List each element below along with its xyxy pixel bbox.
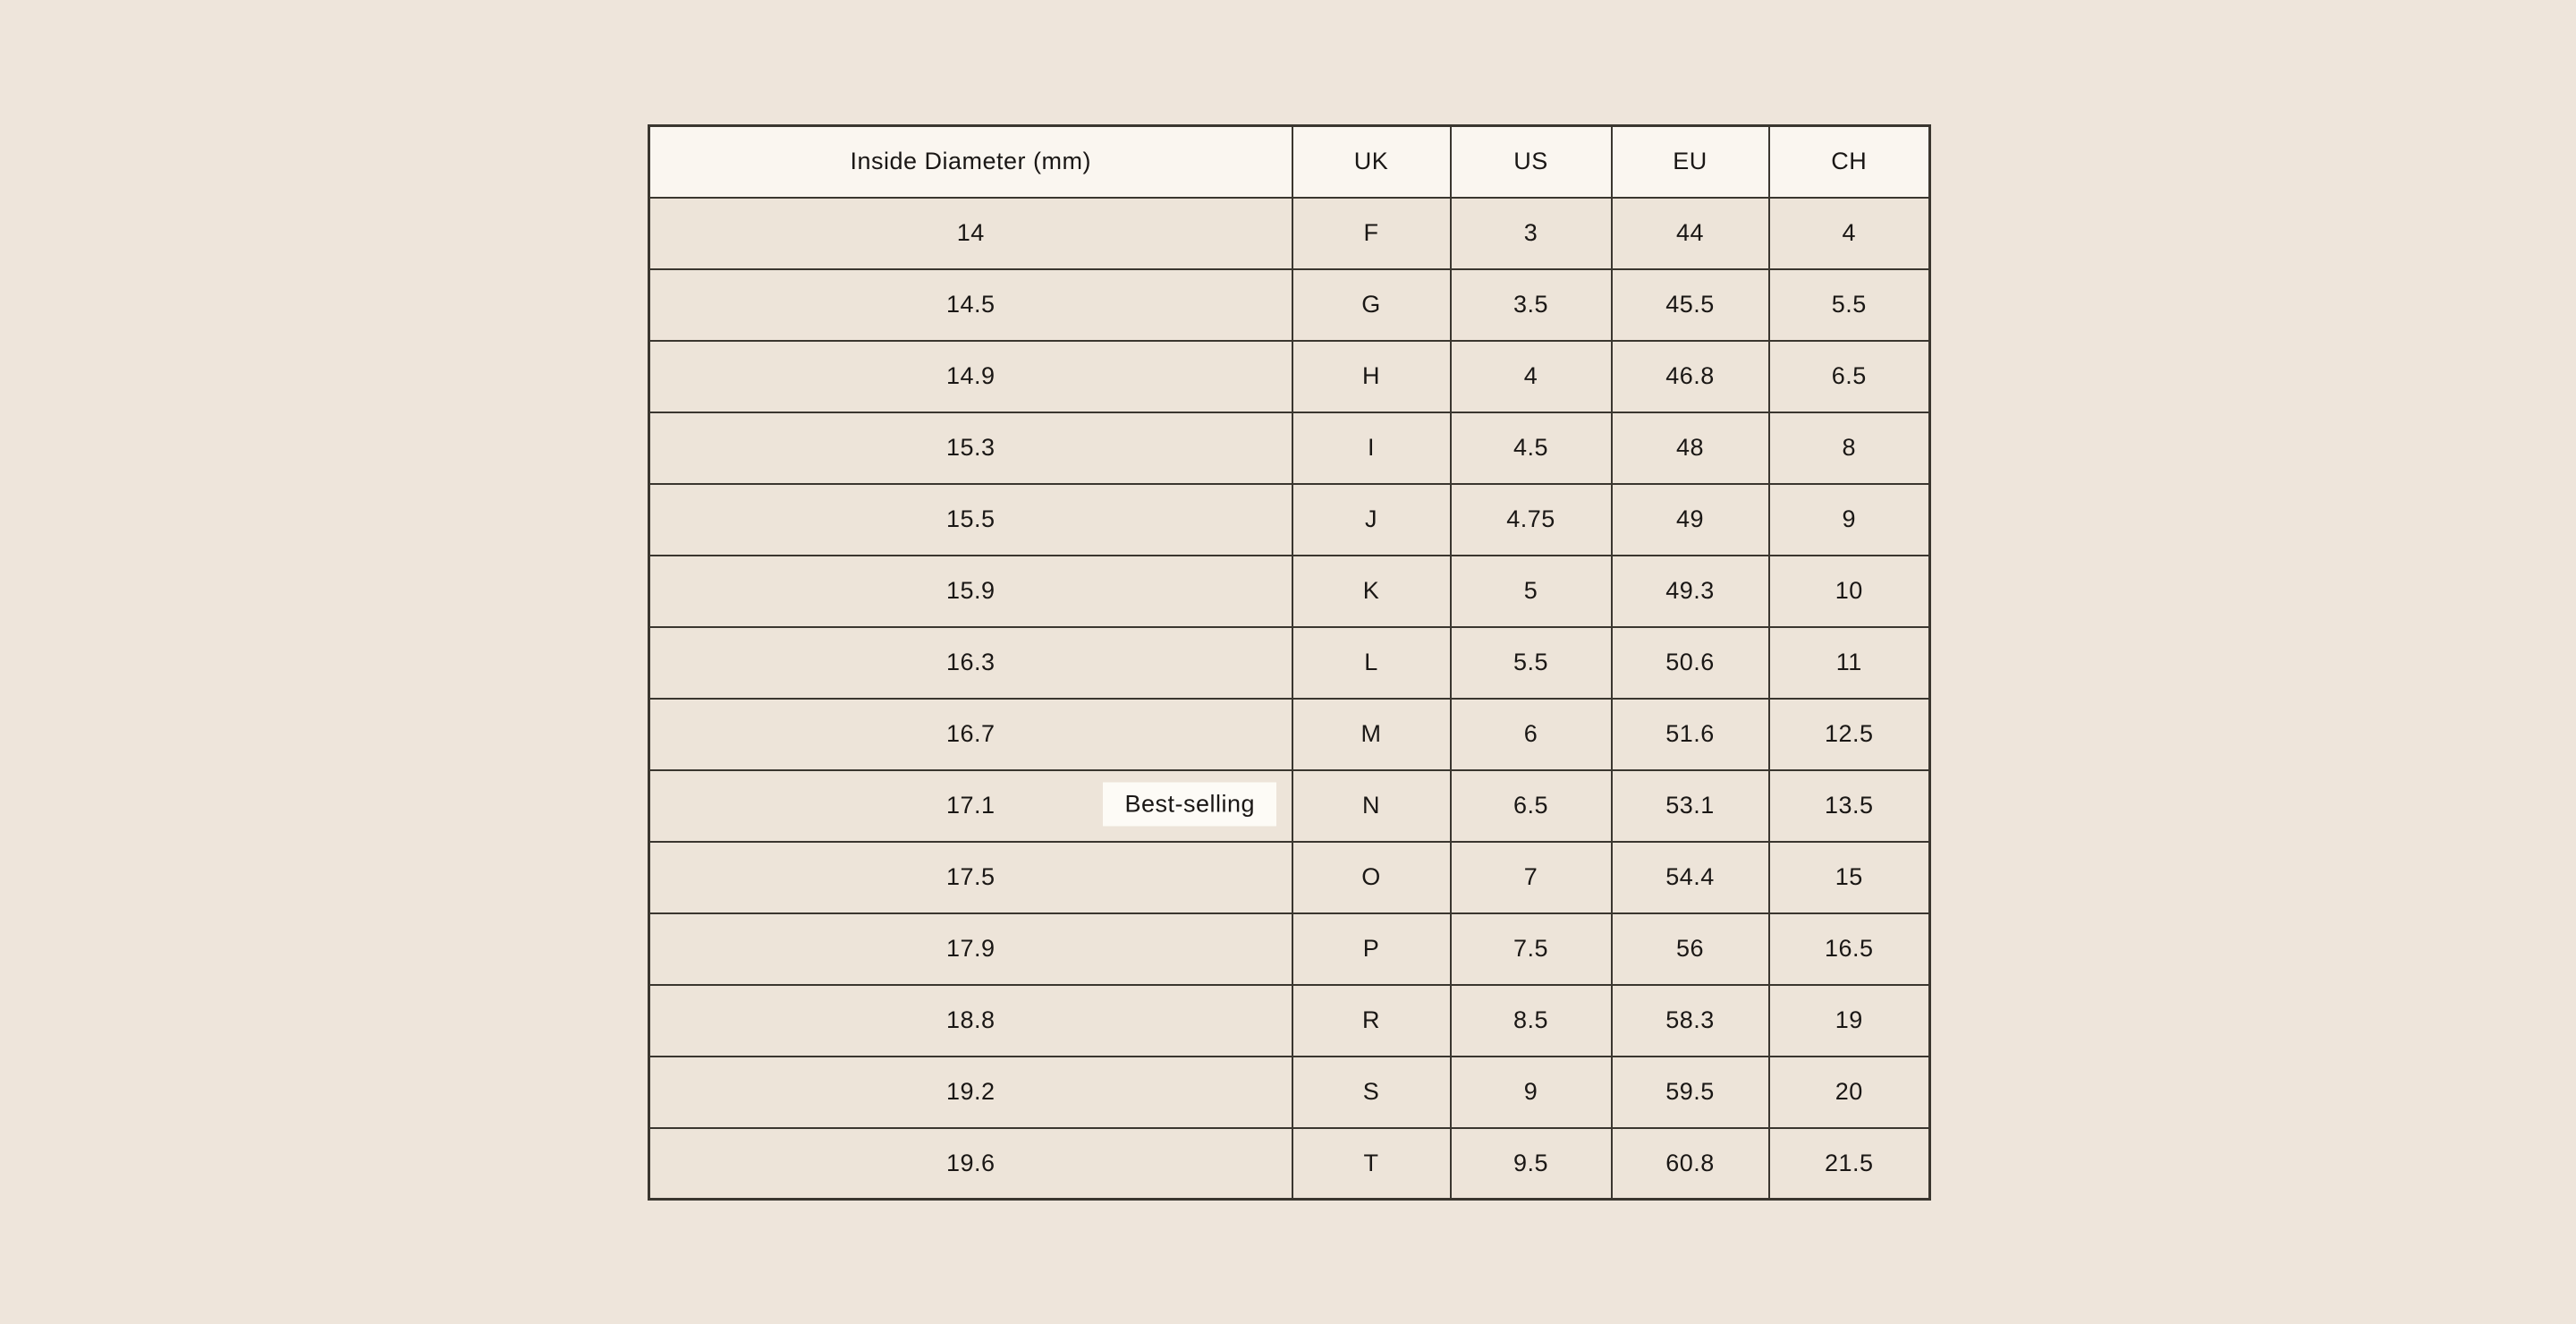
table-row [649,985,1930,1057]
table-cell: S [1292,1057,1451,1128]
table-body [649,198,1930,1200]
table-cell: 44 [1612,198,1769,269]
table-cell: P [1292,913,1451,985]
table-cell: 4.5 [1451,412,1612,484]
table-cell: 12.5 [1769,699,1930,770]
table-cell: G [1292,269,1451,341]
table-row [649,412,1930,484]
table-row [649,269,1930,341]
table-cell: 7.5 [1451,913,1612,985]
table-row [649,842,1930,913]
table-cell: 15.5 [649,484,1292,556]
table-row [649,913,1930,985]
table-cell: 16.3 [649,627,1292,699]
table-cell: 54.4 [1612,842,1769,913]
table-cell: 20 [1769,1057,1930,1128]
table-cell: 19.6 [649,1128,1292,1200]
table-cell: 48 [1612,412,1769,484]
table-cell: 51.6 [1612,699,1769,770]
table-row [649,1128,1930,1200]
table-cell: T [1292,1128,1451,1200]
table-cell: 4 [1451,341,1612,412]
table-cell: 4 [1769,198,1930,269]
table-cell: I [1292,412,1451,484]
table-cell: 14 [649,198,1292,269]
column-header-ch: CH [1769,126,1930,198]
best-selling-badge: Best-selling [1103,783,1276,827]
table-cell: 5.5 [1769,269,1930,341]
table-row [649,484,1930,556]
table-cell: J [1292,484,1451,556]
table-cell: 13.5 [1769,770,1930,842]
table-cell: 9 [1451,1057,1612,1128]
table-cell: 58.3 [1612,985,1769,1057]
table-cell: 19 [1769,985,1930,1057]
table-cell: O [1292,842,1451,913]
table-cell: 9.5 [1451,1128,1612,1200]
table-cell: 17.5 [649,842,1292,913]
table-cell: 4.75 [1451,484,1612,556]
table-row [649,699,1930,770]
table-cell: 17.1 [649,770,1292,842]
table-cell: 14.9 [649,341,1292,412]
table-cell: 16.7 [649,699,1292,770]
table-cell: 49.3 [1612,556,1769,627]
table-cell: 9 [1769,484,1930,556]
column-header-inside-diameter: Inside Diameter (mm) [649,126,1292,198]
ring-size-table [648,124,1931,1201]
table-cell: 50.6 [1612,627,1769,699]
table-cell: 60.8 [1612,1128,1769,1200]
table-cell: M [1292,699,1451,770]
table-cell: 7 [1451,842,1612,913]
table-cell: 10 [1769,556,1930,627]
table-cell: 6 [1451,699,1612,770]
table-row [649,556,1930,627]
table-cell: 46.8 [1612,341,1769,412]
table-cell: R [1292,985,1451,1057]
column-header-uk: UK [1292,126,1451,198]
table-cell: 14.5 [649,269,1292,341]
table-cell: 21.5 [1769,1128,1930,1200]
header-row [649,126,1930,198]
table-row [649,341,1930,412]
table-cell: N [1292,770,1451,842]
table-cell: 59.5 [1612,1057,1769,1128]
table-cell: 3.5 [1451,269,1612,341]
table-cell: 15 [1769,842,1930,913]
column-header-eu: EU [1612,126,1769,198]
table-cell: 19.2 [649,1057,1292,1128]
table-cell: 6.5 [1451,770,1612,842]
table-cell: 16.5 [1769,913,1930,985]
table-cell: L [1292,627,1451,699]
ring-size-chart [648,124,1928,1201]
table-cell: 49 [1612,484,1769,556]
table-cell: 45.5 [1612,269,1769,341]
table-cell: 5.5 [1451,627,1612,699]
table-cell: 53.1 [1612,770,1769,842]
table-cell: 3 [1451,198,1612,269]
table-cell: 11 [1769,627,1930,699]
table-cell: 8 [1769,412,1930,484]
table-row [649,1057,1930,1128]
table-row [649,627,1930,699]
table-cell: F [1292,198,1451,269]
table-cell: 15.3 [649,412,1292,484]
table-cell: H [1292,341,1451,412]
table-cell: 6.5 [1769,341,1930,412]
table-cell: 15.9 [649,556,1292,627]
table-cell: 18.8 [649,985,1292,1057]
table-cell: 56 [1612,913,1769,985]
table-cell: 17.9 [649,913,1292,985]
table-row [649,770,1930,842]
table-row [649,198,1930,269]
column-header-us: US [1451,126,1612,198]
table-cell: 8.5 [1451,985,1612,1057]
table-cell: K [1292,556,1451,627]
table-cell: 5 [1451,556,1612,627]
